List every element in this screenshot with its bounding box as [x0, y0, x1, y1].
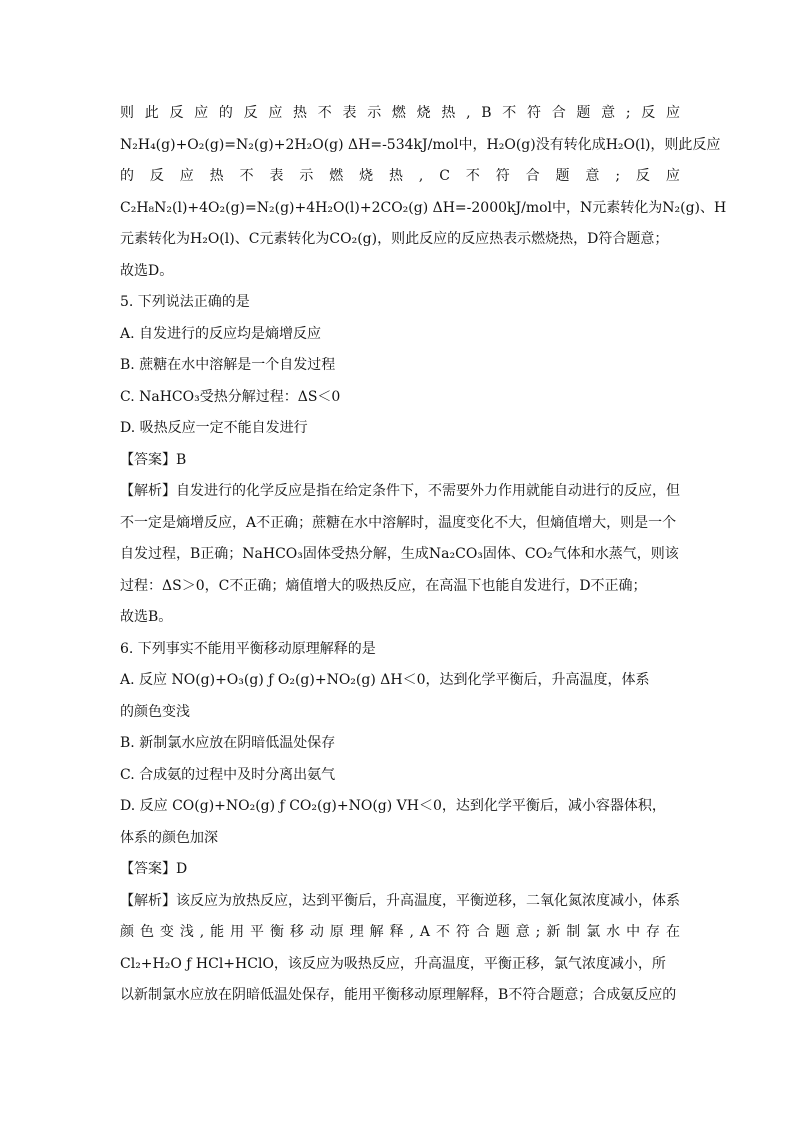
text-token: 应 — [665, 168, 680, 184]
text-token: 不 — [239, 168, 254, 184]
text-token: 反 — [641, 105, 656, 121]
text-line — [120, 98, 680, 130]
text-token: 衡 — [269, 924, 284, 940]
text-token: 平 — [250, 924, 265, 940]
text-token: 应 — [666, 105, 680, 121]
text-token: 符 — [526, 105, 541, 121]
text-token: 移 — [289, 924, 304, 940]
text-token: , — [409, 924, 414, 940]
text-token: 热 — [389, 168, 404, 184]
text-line: C. 合成氨的过程中及时分离出氨气 — [120, 766, 336, 783]
text-token: 表 — [342, 105, 357, 121]
text-token: 反 — [635, 168, 650, 184]
text-token: 示 — [367, 105, 382, 121]
text-token: 热 — [441, 105, 456, 121]
text-line: 【解析】该反应为放热反应，达到平衡后，升高温度，平衡逆移，二氧化氮浓度减小，体系 — [120, 892, 680, 909]
text-token: 色 — [139, 924, 154, 940]
text-token: 的 — [120, 168, 134, 184]
text-token: , — [418, 168, 424, 184]
text-line: 元素转化为H₂O(l)、C元素转化为CO₂(g)，则此反应的反应热表示燃烧热，D符合题意； — [120, 231, 669, 247]
text-token: 变 — [159, 924, 174, 940]
text-token: 不 — [317, 105, 332, 121]
text-token: 意 — [601, 105, 616, 121]
text-token: 合 — [551, 105, 566, 121]
text-line: 故选D。 — [120, 262, 174, 279]
text-token: 题 — [495, 924, 510, 940]
text-line: 6. 下列事实不能用平衡移动原理解释的是 — [120, 640, 376, 657]
text-token: 符 — [455, 924, 470, 940]
text-line: C. NaHCO₃受热分解过程：ΔS＜0 — [120, 388, 341, 405]
text-token: B — [481, 105, 492, 121]
text-token: 燃 — [391, 105, 406, 121]
text-line: B. 新制氯水应放在阴暗低温处保存 — [120, 735, 336, 751]
text-token: 表 — [269, 168, 284, 184]
text-token: 不 — [435, 924, 450, 940]
text-line: 【答案】D — [120, 861, 188, 877]
text-token: 能 — [210, 924, 225, 940]
text-line: 故选B。 — [120, 609, 173, 625]
text-token: ; — [615, 168, 621, 184]
text-token: 的 — [218, 105, 233, 121]
text-token: 释 — [389, 924, 404, 940]
text-token: , — [199, 924, 205, 940]
text-token: 此 — [144, 105, 159, 121]
text-line: 体系的颜色加深 — [120, 829, 218, 846]
text-token: 原 — [329, 924, 344, 940]
text-token: 合 — [475, 924, 490, 940]
text-token: 合 — [525, 168, 540, 184]
text-token: 反 — [169, 105, 184, 121]
text-line: Cl₂+H₂O ƒ HCl+HClO，该反应为吸热反应，升高温度，平衡正移，氯气浓度减小，所 — [120, 955, 666, 972]
text-token: 新 — [546, 924, 561, 940]
text-token: C — [439, 168, 450, 184]
text-token: 则 — [120, 105, 134, 121]
text-line: 5. 下列说法正确的是 — [120, 294, 250, 310]
text-token: 示 — [299, 168, 314, 184]
text-token: 不 — [502, 105, 517, 121]
text-token: 热 — [209, 168, 224, 184]
text-line: 【答案】B — [120, 451, 187, 468]
text-token: 题 — [555, 168, 570, 184]
text-token: 理 — [349, 924, 364, 940]
text-token: 应 — [194, 105, 209, 121]
text-token: 水 — [606, 924, 621, 940]
text-token: 符 — [495, 168, 510, 184]
text-token: 应 — [268, 105, 283, 121]
text-token: 意 — [585, 168, 600, 184]
text-line: 【解析】自发进行的化学反应是指在给定条件下，不需要外力作用就能自动进行的反应，但 — [120, 483, 680, 499]
text-token: 应 — [179, 168, 194, 184]
text-line: 不一定是熵增反应，A不正确；蔗糖在水中溶解时，温度变化不大，但熵值增大，则是一个 — [120, 514, 677, 531]
text-token: , — [466, 105, 471, 121]
text-token: 浅 — [179, 924, 194, 940]
text-token: ; — [625, 105, 631, 121]
text-token: 热 — [293, 105, 308, 121]
text-token: 燃 — [329, 168, 344, 184]
text-token: 意 — [515, 924, 530, 940]
text-token: 解 — [369, 924, 384, 940]
text-token: 在 — [665, 924, 680, 940]
text-line: C₂H₈N₂(l)+4O₂(g)=N₂(g)+4H₂O(l)+2CO₂(g) ΔH=-2000kJ/mol中，N元素转化为N₂(g)、H — [120, 199, 727, 216]
text-line: 自发过程，B正确；NaHCO₃固体受热分解，生成Na₂CO₃固体、CO₂气体和水蒸气，则该 — [120, 546, 679, 562]
text-line: D. 吸热反应一定不能自发进行 — [120, 420, 308, 436]
text-token: 烧 — [416, 105, 431, 121]
text-line: A. 反应 NO(g)+O₃(g) ƒ O₂(g)+NO₂(g) ΔH＜0，达到化学平衡后，升高温度，体系 — [120, 672, 650, 688]
text-line: N₂H₄(g)+O₂(g)=N₂(g)+2H₂O(g) ΔH=-534kJ/mol中，H₂O(g)没有转化成H₂O(l)，则此反应 — [120, 136, 721, 153]
text-line: 以新制氯水应放在阴暗低温处保存，能用平衡移动原理解释，B不符合题意；合成氨反应的 — [120, 987, 677, 1003]
text-line — [120, 161, 680, 193]
text-line: A. 自发进行的反应均是熵增反应 — [120, 325, 322, 342]
text-token: 中 — [626, 924, 641, 940]
text-line — [120, 917, 680, 949]
text-token: 存 — [646, 924, 660, 940]
text-token: 反 — [149, 168, 164, 184]
text-line: B. 蔗糖在水中溶解是一个自发过程 — [120, 357, 336, 373]
text-line: 的颜色变浅 — [120, 703, 190, 720]
text-token: 不 — [465, 168, 480, 184]
text-line: D. 反应 CO(g)+NO₂(g) ƒ CO₂(g)+NO(g) VH＜0，达到化学平衡后，减小容器体积， — [120, 798, 666, 814]
text-token: 氯 — [586, 924, 601, 940]
text-token: 制 — [566, 924, 581, 940]
text-token: 反 — [243, 105, 258, 121]
text-line: 过程：ΔS＞0，C不正确；熵值增大的吸热反应，在高温下也能自发进行，D不正确； — [120, 577, 647, 594]
text-token: ; — [535, 924, 541, 940]
text-token: 用 — [230, 924, 245, 940]
text-token: 烧 — [359, 168, 374, 184]
document-body — [120, 98, 727, 1012]
text-token: A — [419, 924, 431, 940]
text-token: 动 — [309, 924, 324, 940]
text-token: 题 — [576, 105, 591, 121]
text-token: 颜 — [120, 924, 134, 940]
